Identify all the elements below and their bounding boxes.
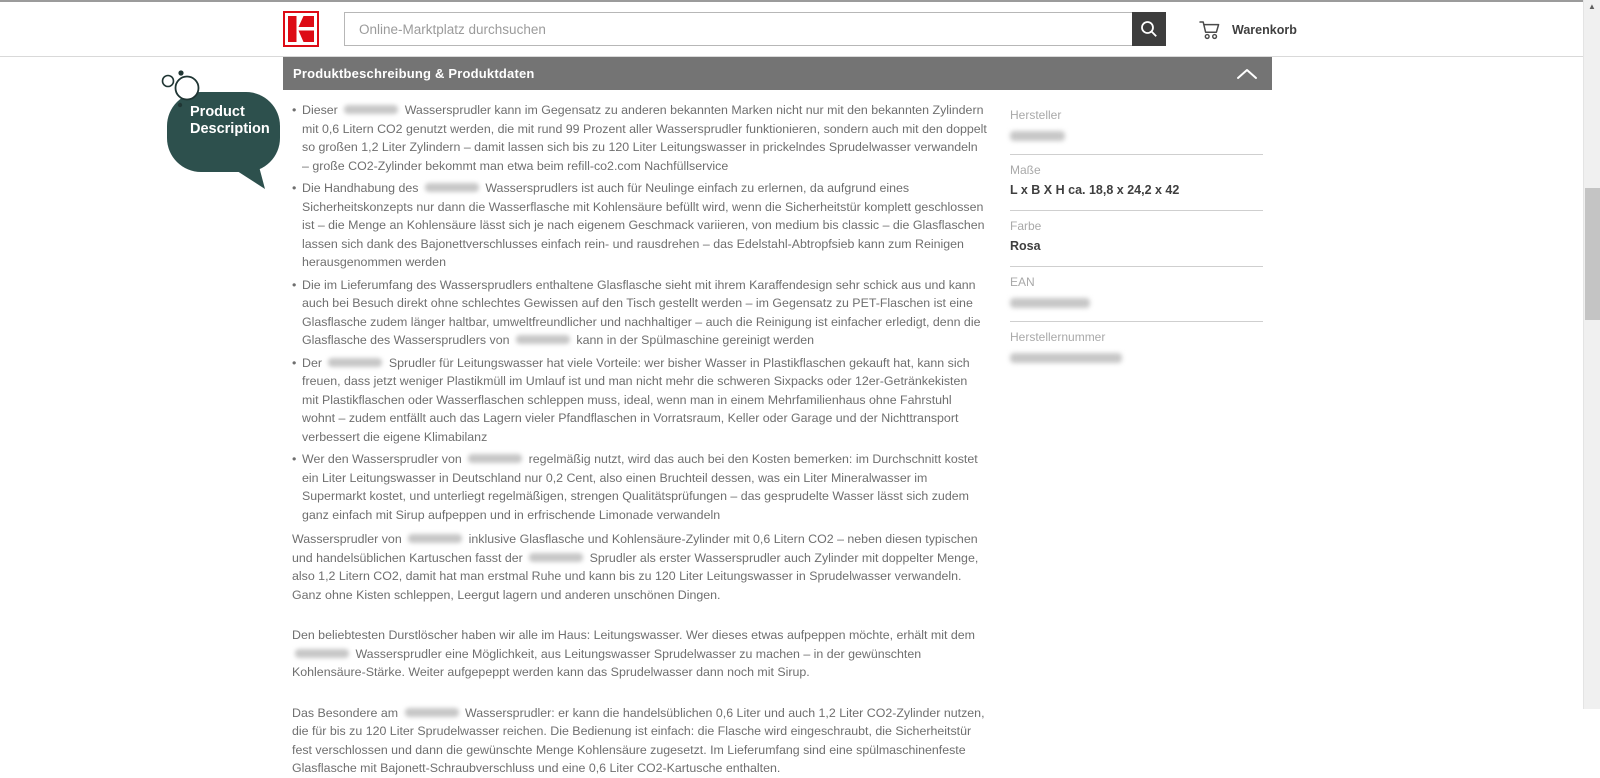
product-data-field (1010, 211, 1263, 267)
product-description-bubble (150, 60, 290, 194)
search-input[interactable] (344, 12, 1132, 46)
redacted-brand (328, 358, 382, 367)
description-paragraph: Den beliebtesten Durstlöscher haben wir alle im Haus: Leitungswasser. Wer dieses etwas aufpeppen möchte, erhält mit dem Wassersprudler eine Möglichkeit, aus Leitungswasser Sprudelwasser zu machen – in der gewünschten Kohlensäure-Stärke. Weiter aufgepeppt werden kann das Sprudelwasser dann noch mit Sirup. (292, 628, 975, 679)
product-data-field (1010, 322, 1263, 376)
description-bullet: • Die Handhabung des Wassersprudlers ist auch für Neulinge einfach zu erlernen, da aufgrund eines Sicherheitskonzepts nur dann die Wasserflasche mit Kohlensäure befüllt wird, wenn die Sicherheitstür komplett geschlossen ist – die Menge an Kohlensäure lässt sich je nach eigenem Geschmack variieren, von medium bis classic – die Glasflaschen lassen sich dank des Bajonettverschlusses einfach rein- und rausdrehen – das Edelstahl-Abtropfsieb kann zum Reinigen herausgenommen werden (292, 179, 987, 272)
field-label: Farbe (1010, 219, 1042, 233)
description-bullet: • Der Sprudler für Leitungswasser hat viele Vorteile: wer bisher Wasser in Plastikflaschen gekauft hat, kann sich freuen, dass jetzt weniger Plastikmüll im Umlauf ist und man nicht mehr die schweren Sixpacks oder 12er-Getränkekisten mit Plastikflaschen oder Wasserflaschen schleppen muss, ideal, wenn man in einem Mehrfamilienhaus ohne Fahrstuhl wohnt – zudem entfällt auch das Lagern vieler Pfandflaschen in Vorratsraum, Keller oder Garage und der Nichttransport verbessert die eigene Klimabilanz (292, 354, 987, 447)
redacted-value (1010, 298, 1090, 308)
cart-icon (1199, 19, 1223, 41)
redacted-brand (516, 335, 570, 344)
bubble-line1: Product (190, 104, 245, 120)
section-header-produktbeschreibung[interactable] (283, 57, 1272, 90)
field-label: Herstellernummer (1010, 330, 1106, 344)
cart-label: Warenkorb (1232, 23, 1297, 37)
search-button[interactable] (1132, 12, 1166, 46)
product-data-field (1010, 100, 1263, 155)
field-label: Maße (1010, 163, 1041, 177)
description-bullet: • Die im Lieferumfang des Wassersprudlers enthaltene Glasflasche sieht mit ihrem Karaffendesign sehr schick aus und kann auch bei Besuch direkt ohne schlechtes Gewissen auf den Tisch gestellt werden – im Gegensatz zu PET-Flaschen ist eine Glasflasche zudem länger haltbar, umweltfreundlicher und nachhaltiger – auch die Reinigung ist einfacher erledigt, denn die Glasflasche des Wassersprudlers von kann in der Spülmaschine gereinigt werden (292, 276, 987, 350)
redacted-brand (425, 183, 479, 192)
top-border (0, 0, 1600, 2)
description-bullets (292, 101, 987, 524)
description-bullet: • Dieser Wassersprudler kann im Gegensatz zu anderen bekannten Marken nicht nur mit den bekannten Zylindern mit 0,6 Litern CO2 genutzt werden, die mit rund 99 Prozent aller Wassersprudler funktionieren, sondern auch mit den doppelt so großen 1,2 Liter Zylindern – damit lassen sich bis zu 120 Liter Leitungswasser in prickelndes Sprudelwasser verwandeln – große CO2-Zylinder bekommt man etwa beim refill-co2.com Nachfüllservice (292, 101, 987, 175)
kaufland-logo-icon (283, 11, 319, 47)
redacted-value (1010, 131, 1065, 141)
scrollbar-track[interactable] (1583, 0, 1600, 709)
bubble-text (190, 104, 270, 138)
cart-button[interactable] (1199, 17, 1297, 43)
product-data-field (1010, 155, 1263, 211)
redacted-brand (295, 649, 349, 658)
product-data-list (1010, 100, 1263, 376)
product-description-text (292, 101, 987, 778)
bubble-line2: Description (190, 121, 270, 137)
description-paragraph: Wassersprudler von inklusive Glasflasche und Kohlensäure-Zylinder mit 0,6 Litern CO2 – neben diesen typischen und handelsüblichen Kartuschen fasst der Sprudler als erster Wassersprudler auch Zylinder mit doppelter Menge, also 1,2 Litern CO2, damit hat man erstmal Ruhe und kann bis zu 120 Liter Leitungswasser in Sprudelwasser verwandeln. Ganz ohne Kisten schleppen, Leergut lagern und anderen unschönen Dingen. (292, 532, 979, 602)
chevron-up-icon[interactable] (1236, 68, 1258, 80)
description-paragraph: Das Besondere am Wassersprudler: er kann die handelsüblichen 0,6 Liter und auch 1,2 Liter CO2-Zylinder nutzen, die für bis zu 120 Liter Sprudelwasser reichen. Die Bedienung ist einfach: die Flasche wird eingeschraubt, die Sicherheitstür fest verschlossen und dann die gewünschte Menge Kohlensäure zugesetzt. Im Lieferumfang sind eine spülmaschinenfeste Glasflasche mit Bajonett-Schraubverschluss und eine 0,6 Liter CO2-Kartusche enthalten. (292, 705, 985, 775)
field-label: EAN (1010, 275, 1035, 289)
product-data-field (1010, 267, 1263, 322)
field-value: Rosa (1010, 239, 1041, 253)
description-paragraphs (292, 530, 987, 778)
search-icon (1139, 19, 1159, 39)
scroll-up-arrow-icon[interactable]: ▲ (1588, 2, 1596, 11)
field-label: Hersteller (1010, 108, 1062, 122)
section-title: Produktbeschreibung & Produktdaten (293, 66, 535, 81)
description-bullet: • Wer den Wassersprudler von regelmäßig nutzt, wird das auch bei den Kosten bemerken: im Durchschnitt kostet ein Liter Leitungswasser in Deutschland nur 0,2 Cent, also einen Bruchteil dessen, was ein Liter Mineralwasser im Supermarkt kostet, und unterliegt regelmäßigen, strengen Qualitätsprüfungen – das gesprudelte Wasser lässt sich zudem ganz einfach mit Sirup aufpeppen und in erfrischende Limonade verwandeln (292, 450, 987, 524)
scrollbar-thumb[interactable] (1585, 188, 1600, 320)
redacted-brand (344, 105, 398, 114)
search-bar (344, 12, 1166, 46)
field-value: L x B X H ca. 18,8 x 24,2 x 42 (1010, 183, 1180, 197)
kaufland-logo[interactable] (283, 11, 319, 47)
redacted-brand (405, 708, 459, 717)
redacted-brand (468, 454, 522, 463)
redacted-value (1010, 353, 1122, 363)
redacted-brand (529, 553, 583, 562)
redacted-brand (408, 534, 462, 543)
